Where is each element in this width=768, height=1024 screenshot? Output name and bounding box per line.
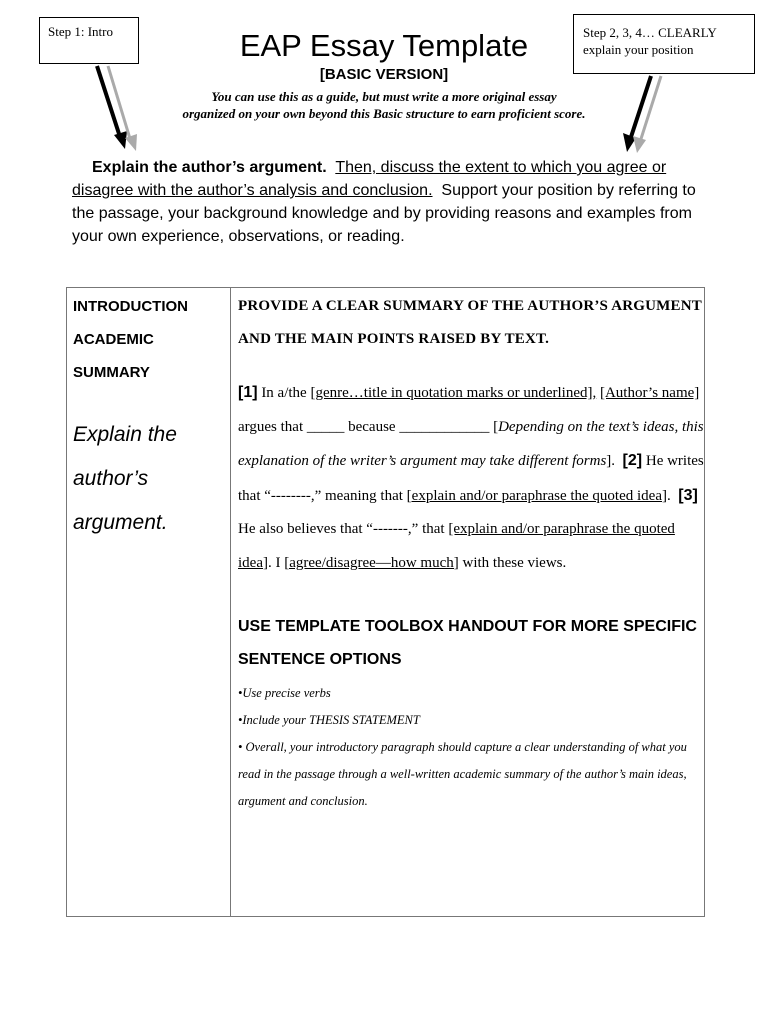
section-label-academic: ACADEMIC [73,331,154,348]
step-number-3: [3] [678,486,698,504]
section-label-summary: SUMMARY [73,364,150,381]
page-subtitle: [BASIC VERSION] [319,66,449,83]
list-item: •Use precise verbs [238,686,331,700]
sentence-3-start: He also believes that “-------,” that [238,521,445,537]
genre-title-placeholder: [genre…title in quotation marks or underlined], [310,385,597,401]
sentence-3-mid: . I [267,554,281,571]
agree-disagree-placeholder: [agree/disagree—how much] [284,554,459,571]
sentence-2-end: . [666,487,671,504]
list-item: • Overall, your introductory paragraph should capture a clear understanding of what you read in the passage through a well-written academic summary of the author’s main ideas, argument and conclusion. [238,740,687,808]
essay-prompt [72,156,712,248]
step1-callout-text: Step 1: Intro [48,24,113,39]
bracket-close: ]. [606,453,616,469]
summary-heading: PROVIDE A CLEAR SUMMARY OF THE AUTHOR’S ARGUMENT AND THE MAIN POINTS RAISED BY TEXT. [238,298,702,347]
author-name-placeholder: [Author’s name] [599,385,700,401]
prompt-rest: Support your position by referring to the passage, your background knowledge and by providing reasons and examples from your own experience, observations, or reading. [72,182,696,245]
prompt-lead: Explain the author’s argument. [92,159,327,176]
tips-list [238,680,704,815]
step2-callout-text: Step 2, 3, 4… CLEARLY explain your position [583,25,717,57]
guide-note [120,88,648,122]
bracket-open: [ [493,418,499,435]
section-label-introduction: INTRODUCTION [73,298,188,315]
toolbox-instruction: USE TEMPLATE TOOLBOX HANDOUT FOR MORE SPECIFIC SENTENCE OPTIONS [238,618,697,668]
prompt-underlined: Then, discuss the extent to which you agree or disagree with the author’s analysis and conclusion. [72,159,667,199]
guide-note-line2: organized on your own beyond this Basic structure to earn proficient score. [182,106,586,121]
list-item: •Include your THESIS STATEMENT [238,713,420,727]
sentence-3-end: with these views. [462,554,567,571]
sentence-2-start: He writes that “--------,” meaning that [238,453,704,504]
section-explain-text: Explain the author’s argument. [73,423,177,534]
guide-note-line1: You can use this as a guide, but must write a more original essay [211,89,557,104]
paraphrase-placeholder-1: [explain and/or paraphrase the quoted idea] [406,487,667,504]
step-number-2: [2] [622,452,643,469]
sentence-1-start: In a/the [261,385,307,401]
page-title: EAP Essay Template [239,28,529,63]
template-paragraph [238,376,704,580]
section-label-cell [67,288,231,917]
section-content-cell [231,288,705,917]
sentence-1-argues: argues that _____ because ____________ [238,418,490,435]
table-row [67,288,705,917]
template-table [66,287,705,917]
explanation-note: Depending on the text’s ideas, this explanation of the writer’s argument may take different forms [238,418,704,469]
step-number-1: [1] [238,384,258,401]
paraphrase-placeholder-2: [explain and/or paraphrase the quoted idea] [238,521,675,571]
